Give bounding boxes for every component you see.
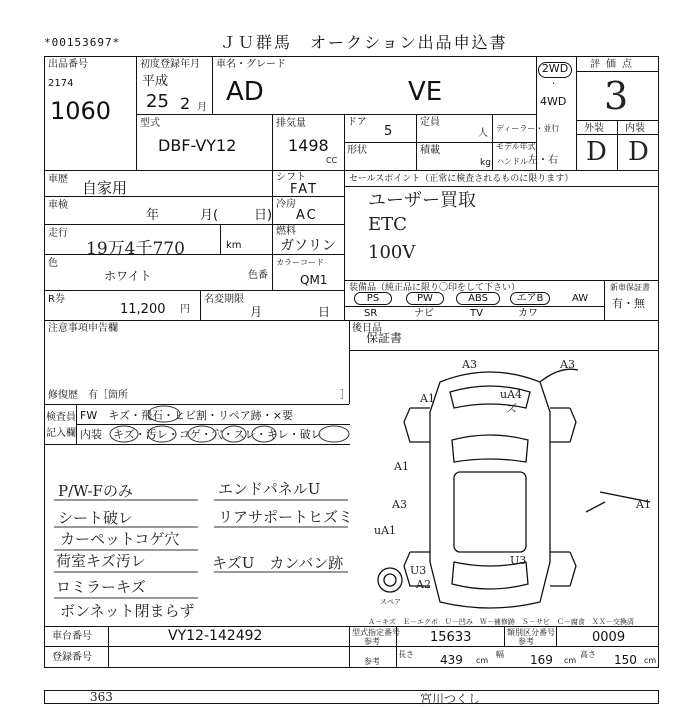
class-number-label: 類別区分番号 [507, 628, 555, 637]
drive-4wd[interactable]: 4WD [540, 95, 567, 108]
car-grade: VE [408, 77, 443, 107]
model-label: 型式 [140, 118, 160, 129]
footer-strip [44, 690, 659, 704]
note-left-1: P/W-Fのみ [58, 482, 133, 500]
note-right-2: リアサポートヒズミ [218, 508, 354, 526]
cooler-value: AC [296, 208, 318, 223]
exterior-label: 外装 [584, 123, 604, 134]
car-name: AD [226, 77, 264, 107]
note-right-4: キズU カンバン跡 [212, 554, 344, 572]
note-left-2: シート破レ [58, 509, 134, 527]
width-unit: cm [564, 656, 577, 665]
notice-label: 注意事項申告欄 [48, 323, 118, 334]
interior-label: 内装 [625, 123, 645, 134]
equip-navi: ナビ [414, 308, 434, 319]
dealer-label: ディーラー・並行 [496, 124, 560, 133]
warranty-value: 保証書 [366, 331, 403, 345]
class-number-value: 0009 [592, 630, 626, 645]
inspection-day: 日) [254, 208, 273, 223]
capacity-unit: 人 [478, 128, 488, 139]
width-value: 169 [530, 653, 553, 667]
fuel-label: 燃料 [276, 226, 296, 237]
inspection-month: 月( [200, 208, 219, 223]
doors-value: 5 [384, 124, 393, 139]
equip-leather: カワ [518, 308, 538, 319]
inspection-label: 車検 [48, 200, 68, 211]
note-left-5: ロミラーキズ [56, 578, 146, 596]
equip-airbag[interactable]: エアB [510, 292, 550, 305]
registration-label: 登録番号 [52, 652, 92, 663]
note-right-1: エンドパネルU [218, 480, 321, 498]
manual-value: 有・無 [612, 297, 645, 310]
height-label: 高さ [580, 650, 596, 659]
load-unit: kg [480, 158, 491, 168]
grade-score: 3 [604, 74, 629, 118]
lot-label: 出品番号 [48, 59, 88, 70]
capacity-label: 定員 [420, 117, 440, 128]
first-reg-month: 2 [180, 94, 191, 113]
note-left-6: ボンネット閉まらず [60, 602, 195, 620]
first-reg-month-unit: 月 [197, 102, 207, 113]
name-change-day: 日 [318, 305, 331, 319]
displacement-value: 1498 [288, 136, 329, 155]
damage-legend: Ａ－キズ Ｅ－エクボ Ｕ－凹み Ｗ－補修跡 Ｓ－サビ Ｃ－腐食 ＸＸ－交換済 [368, 618, 634, 626]
mark-a1-right: A1 [636, 498, 651, 511]
grade-label: 評価点 [590, 59, 638, 70]
repair-history-end: ］ [340, 390, 350, 401]
chassis-value: VY12-142492 [168, 628, 263, 644]
car-name-label: 車名・グレード [216, 59, 286, 70]
model-value: DBF-VY12 [158, 136, 237, 155]
mark-a2: A2 [416, 578, 431, 591]
form-title: ＪＵ群馬 オークション出品申込書 [220, 33, 508, 52]
recycle-label: R券 [48, 294, 65, 305]
equip-aw: AW [572, 293, 589, 304]
first-reg-era: 平成 [142, 74, 169, 89]
mark-a1-front: A1 [420, 392, 435, 405]
car-damage-diagram [350, 352, 659, 624]
length-label: 長さ [398, 650, 414, 659]
shift-value: FAT [290, 182, 319, 197]
length-unit: cm [476, 656, 489, 665]
shape-label: 形状 [347, 145, 367, 156]
name-change-month: 月 [250, 305, 263, 319]
equip-ps[interactable]: PS [354, 292, 392, 305]
class-number-ref: 参考 [518, 637, 534, 646]
sales-point-line-2: ETC [368, 214, 407, 235]
height-value: 150 [614, 653, 637, 667]
equipment-label: 装備品（純正品に限り〇印をして下さい） [349, 283, 521, 293]
doors-label: ドア [347, 117, 367, 128]
check-circle-marks [76, 404, 356, 446]
type-designation-label: 型式指定番号 [352, 628, 400, 637]
mark-ua4: uA4 [500, 388, 523, 401]
note-left-3: カーペットコゲ穴 [60, 530, 180, 548]
chassis-label: 車台番号 [52, 631, 92, 642]
check-row-interior: 内装 キズ・汚レ・コゲ・穴・スレ・キレ・破レ [80, 428, 322, 441]
mark-u3-rear: U3 [510, 554, 527, 567]
mark-zu: ズ [506, 402, 517, 415]
check-row-exterior: FW キズ・飛石・ヒビ割・リペア跡・×要 [80, 409, 293, 422]
displacement-label: 排気量 [276, 118, 306, 129]
sales-point-line-3: 100V [368, 242, 416, 263]
equip-sr: SR [364, 308, 378, 319]
lot-number: 1060 [50, 97, 112, 125]
color-code: QM1 [300, 273, 328, 287]
name-change-label: 名変期限 [204, 294, 244, 305]
load-label: 積載 [420, 145, 440, 156]
equip-abs[interactable]: ABS [456, 292, 500, 305]
color-code-label: 色番 [248, 270, 268, 281]
history-label: 車歴 [48, 174, 68, 185]
mileage-value: 19万4千770 [86, 239, 185, 259]
mark-a3-left: A3 [392, 498, 407, 511]
fuel-value: ガソリン [280, 238, 336, 254]
inspection-year: 年 [146, 208, 160, 223]
mark-a1-left: A1 [394, 460, 409, 473]
handle-value: 左・右 [528, 155, 558, 166]
note-underlines [48, 480, 348, 620]
type-designation-value: 15633 [430, 630, 472, 645]
footer-right: 宮川つくし [420, 692, 481, 706]
drive-dot: · [552, 79, 556, 90]
color-label: 色 [48, 258, 58, 269]
barcode-serial: *00153697* [44, 36, 121, 49]
equip-pw[interactable]: PW [406, 292, 444, 305]
check-label-1: 検査員 [46, 412, 76, 423]
warranty-label: 後日品 [352, 323, 382, 334]
lot-sub: 2174 [48, 78, 74, 89]
equip-tv: TV [470, 308, 483, 319]
model-year-label: モデル年式 [496, 142, 536, 151]
history-value: 自家用 [82, 179, 128, 197]
note-left-4: 荷室キズ汚レ [56, 552, 146, 570]
mark-a3-front-left: A3 [462, 358, 477, 371]
sales-point-line-1: ユーザー買取 [368, 190, 476, 211]
color-value: ホワイト [104, 269, 152, 283]
interior-grade: D [628, 137, 649, 167]
exterior-grade: D [586, 137, 607, 167]
handle-label: ハンドル [496, 157, 528, 166]
mileage-unit: km [226, 240, 242, 251]
spare-label: スペア [380, 598, 401, 606]
color-code-sub: カラーコード [276, 258, 324, 267]
type-designation-ref: 参考 [364, 637, 380, 646]
repair-history: 修復歴 有［箇所 [48, 390, 128, 401]
footer-left: 363 [90, 690, 113, 704]
first-reg-year: 25 [146, 91, 169, 112]
width-label: 幅 [496, 650, 504, 659]
cooler-label: 冷房 [276, 199, 296, 210]
manual-label: 新車保証書 [610, 283, 650, 292]
recycle-unit: 円 [180, 304, 190, 315]
shift-label: シフト [276, 172, 306, 183]
displacement-unit: CC [326, 156, 338, 165]
mark-a3-front-right: A3 [560, 358, 575, 371]
recycle-value: 11,200 [120, 302, 166, 317]
mark-ua1: uA1 [374, 524, 397, 537]
first-reg-label: 初度登録年月 [140, 59, 200, 70]
sales-point-label: セールスポイント（正常に検査されるものに限ります） [349, 174, 574, 184]
mark-u3-left: U3 [410, 564, 427, 577]
dimension-ref: 参考 [364, 657, 380, 666]
height-unit: cm [644, 656, 657, 665]
length-value: 439 [440, 653, 463, 667]
drive-2wd[interactable]: 2WD [538, 62, 572, 78]
mileage-label: 走行 [48, 228, 68, 239]
check-label-2: 記入欄 [46, 428, 76, 439]
